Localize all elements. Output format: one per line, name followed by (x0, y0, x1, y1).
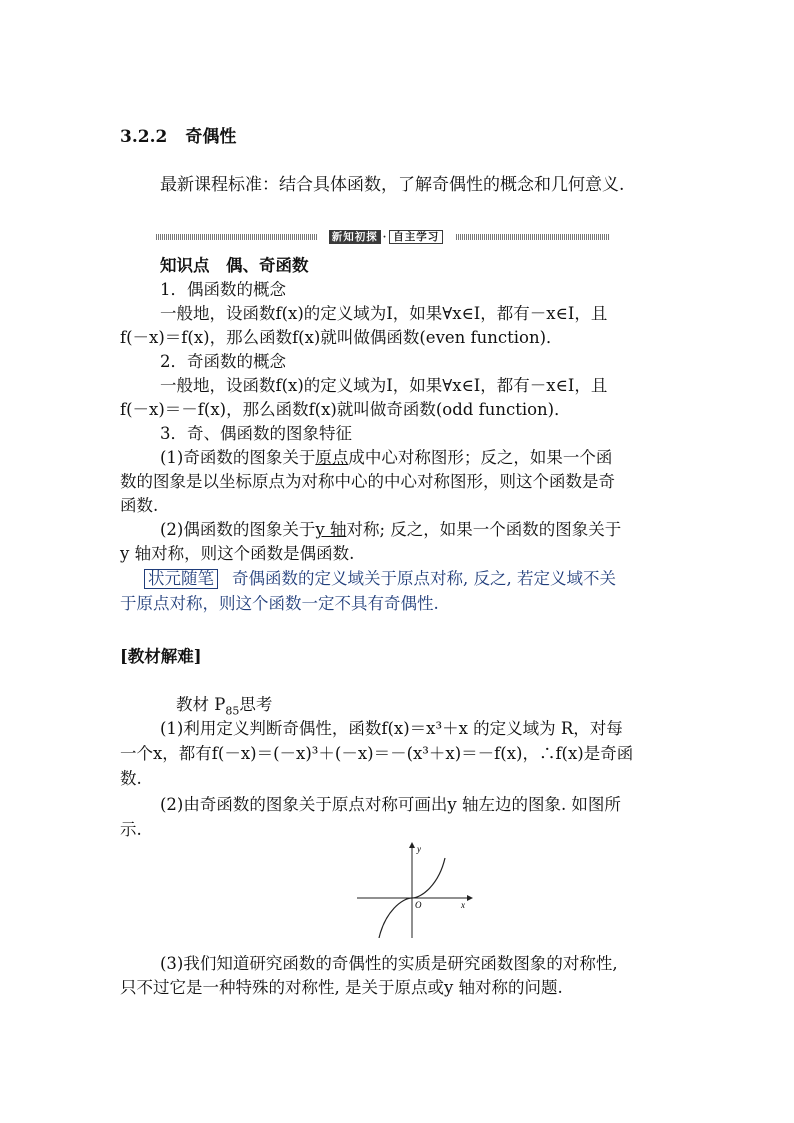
section-name: 奇偶性 (185, 127, 237, 147)
item1-title: 1．偶函数的概念 (160, 280, 286, 299)
item3-title: 3．奇、偶函数的图象特征 (160, 424, 352, 443)
section-number: 3.2.2 (120, 127, 168, 147)
note-line2: 于原点对称，则这个函数一定不具有奇偶性. (120, 594, 439, 613)
item3-p1-line2: 数的图象是以坐标原点为对称中心的中心对称图形，则这个函数是奇 (120, 472, 615, 491)
note-tag: 状元随笔 (144, 569, 218, 589)
section-title (120, 126, 236, 148)
item3-p1-text-b: 成中心对称图形；反之，如果一个函 (348, 448, 613, 467)
knowledge-heading: 知识点 偶、奇函数 (160, 256, 309, 275)
textbook-p2-line2: 示. (120, 820, 142, 839)
item3-p2-text-a: (2)偶函数的图象关于 (160, 520, 316, 539)
ref-page: 85 (225, 704, 240, 718)
item2-title: 2．奇函数的概念 (160, 352, 286, 371)
item3-p2-text-b: 对称; 反之，如果一个函数的图象关于 (346, 520, 622, 539)
banner-part1: 新知初探 (329, 230, 381, 244)
textbook-reference (176, 694, 272, 716)
item3-p1-text-a: (1)奇函数的图象关于 (160, 448, 316, 467)
textbook-p3-line1: (3)我们知道研究函数的奇偶性的实质是研究函数图象的对称性, (160, 954, 618, 973)
item2-line2: f(－x)＝－f(x)，那么函数f(x)就叫做奇函数(odd function)． (120, 400, 571, 419)
item3-p1-line1 (160, 447, 612, 469)
item3-p1-underlined: 原点 (315, 448, 349, 467)
y-axis-label: y (417, 844, 421, 854)
note-line1 (144, 568, 616, 590)
item1-line2: f(－x)＝f(x)，那么函数f(x)就叫做偶函数(even function)． (120, 328, 563, 347)
section-banner (156, 229, 610, 245)
ref-suffix: 思考 (239, 695, 273, 714)
banner-stripe-right (456, 234, 610, 240)
x-axis-label: x (461, 900, 465, 910)
ref-prefix: 教材 P (176, 695, 226, 714)
item3-p2-line1 (160, 519, 621, 541)
y-axis-arrow (409, 842, 415, 848)
banner-label (321, 229, 451, 245)
cubic-function-graph (357, 842, 477, 938)
item3-p2-underlined: y 轴 (315, 520, 347, 539)
textbook-p3-line2: 只不过它是一种特殊的对称性, 是关于原点或y 轴对称的问题. (120, 978, 563, 997)
banner-part2: 自主学习 (389, 230, 443, 244)
item1-line1: 一般地，设函数f(x)的定义域为I，如果∀x∈I，都有－x∈I，且 (160, 304, 608, 323)
textbook-p1-line2: 一个x，都有f(－x)＝(－x)³＋(－x)＝－(x³＋x)＝－f(x)，∴f(x)是奇函 (120, 744, 634, 763)
item2-line1: 一般地，设函数f(x)的定义域为I，如果∀x∈I，都有－x∈I，且 (160, 376, 608, 395)
textbook-p1-line1: (1)利用定义判断奇偶性，函数f(x)＝x³＋x 的定义域为 R，对每 (160, 719, 623, 738)
note-text-1: 奇偶函数的定义域关于原点对称, 反之, 若定义域不关 (232, 569, 616, 588)
textbook-p2-line1: (2)由奇函数的图象关于原点对称可画出y 轴左边的图象. 如图所 (160, 795, 621, 814)
textbook-section-title: [教材解难] (120, 647, 202, 666)
course-standard: 最新课程标准：结合具体函数，了解奇偶性的概念和几何意义. (160, 175, 625, 195)
banner-dot: · (382, 231, 388, 243)
x-axis-arrow (467, 895, 473, 901)
banner-stripe-left (156, 234, 318, 240)
textbook-p1-line3: 数. (120, 769, 142, 788)
origin-label: O (415, 900, 422, 910)
item3-p2-line2: y 轴对称，则这个函数是偶函数. (120, 544, 355, 563)
item3-p1-line3: 函数. (120, 496, 159, 515)
